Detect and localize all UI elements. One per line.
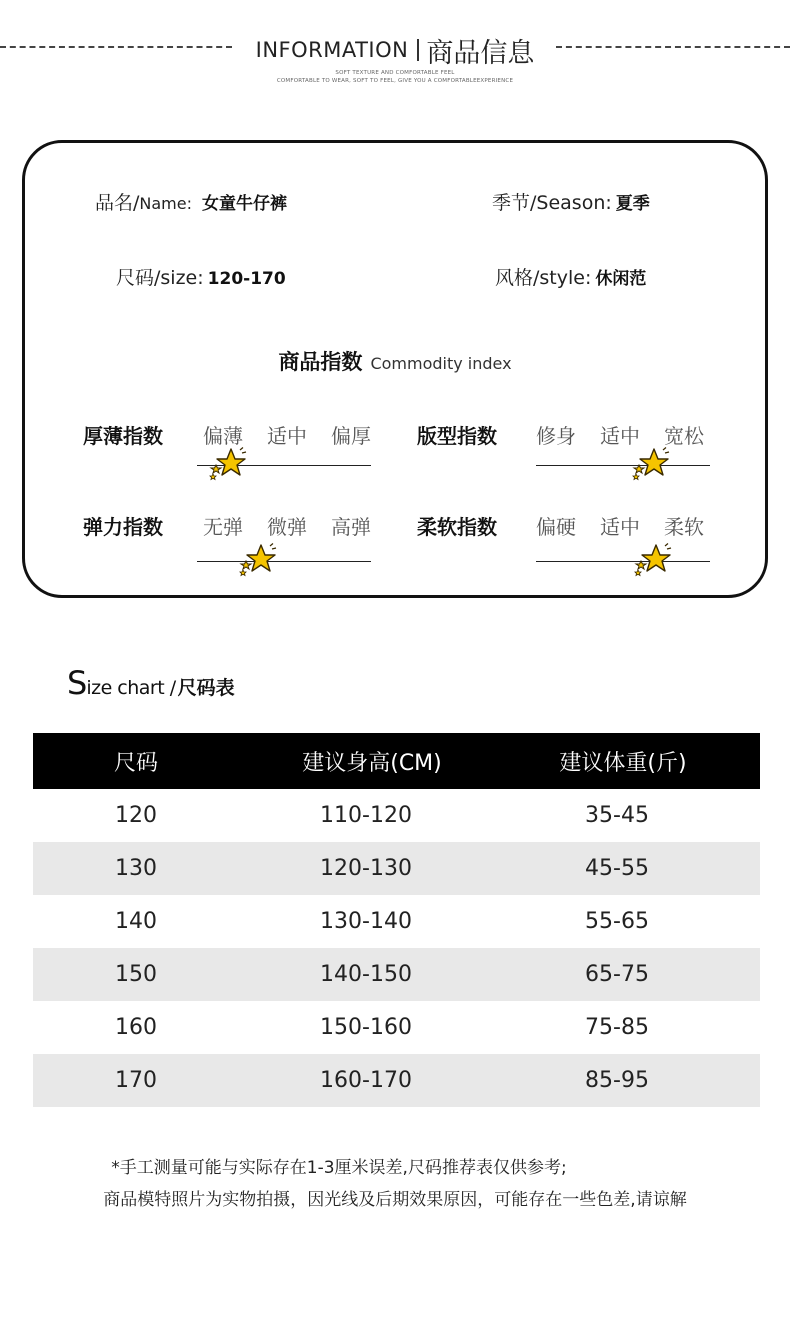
cell-weight: 85-95	[585, 1068, 649, 1093]
index-softness-label: 柔软指数	[417, 515, 497, 539]
index-fit-option-3: 宽松	[664, 424, 704, 448]
index-softness-option-1: 偏硬	[536, 515, 576, 539]
size-chart-title	[67, 664, 235, 702]
index-softness-option-3: 柔软	[664, 515, 704, 539]
header-subtitle-2: COMFORTABLE TO WEAR, SOFT TO FEEL, GIVE YOU A COMFORTABLEEXPERIENCE	[276, 78, 514, 84]
cell-height: 160-170	[320, 1068, 412, 1093]
note-measurement: *手工测量可能与实际存在1-3厘米误差,尺码推荐表仅供参考;	[111, 1158, 567, 1178]
cell-size: 150	[115, 962, 157, 987]
index-softness-scale	[536, 561, 710, 562]
header-title-cn: 商品信息	[426, 37, 535, 69]
index-fit-option-2: 适中	[600, 424, 640, 448]
field-size	[116, 263, 286, 290]
cell-size: 140	[115, 909, 157, 934]
index-thickness-option-3: 偏厚	[331, 424, 371, 448]
header-dash-right	[556, 46, 790, 48]
index-elasticity-label: 弹力指数	[83, 515, 163, 539]
size-chart-title-initial: S	[67, 664, 87, 702]
index-softness-option-2: 适中	[600, 515, 640, 539]
table-row	[33, 842, 760, 895]
table-row	[33, 789, 760, 842]
header-title	[240, 32, 550, 68]
field-name	[95, 188, 287, 215]
cell-size: 120	[115, 803, 157, 828]
cell-height: 130-140	[320, 909, 412, 934]
size-chart-title-text: ize chart /	[86, 677, 176, 699]
cell-height: 120-130	[320, 856, 412, 881]
size-chart-title-cn: 尺码表	[177, 677, 235, 699]
cell-size: 160	[115, 1015, 157, 1040]
index-elasticity-option-1: 无弹	[203, 515, 243, 539]
star-marker-icon	[237, 543, 277, 577]
size-table	[33, 733, 760, 1107]
header-dash-left	[0, 46, 232, 48]
cell-size: 130	[115, 856, 157, 881]
field-season-label: 季节/Season:	[492, 192, 612, 214]
cell-weight: 45-55	[585, 856, 649, 881]
cell-weight: 35-45	[585, 803, 649, 828]
field-name-label: 品名/Name:	[95, 192, 192, 214]
index-fit-scale	[536, 465, 710, 466]
field-name-value: 女童牛仔裤	[202, 194, 287, 214]
table-row	[33, 948, 760, 1001]
table-row	[33, 1001, 760, 1054]
size-table-header	[33, 733, 760, 789]
field-style-value: 休闲范	[595, 269, 647, 289]
header-weight: 建议体重(斤)	[559, 750, 687, 776]
field-size-value: 120-170	[207, 269, 286, 289]
index-elasticity-option-2: 微弹	[267, 515, 307, 539]
index-fit-option-1: 修身	[536, 424, 576, 448]
star-marker-icon	[632, 543, 672, 577]
header-title-en: INFORMATION	[255, 38, 409, 62]
cell-height: 150-160	[320, 1015, 412, 1040]
index-title-en: Commodity index	[370, 354, 512, 373]
field-style	[495, 263, 646, 290]
index-thickness-option-2: 适中	[267, 424, 307, 448]
index-elasticity-option-3: 高弹	[331, 515, 371, 539]
index-title	[0, 346, 790, 376]
cell-weight: 55-65	[585, 909, 649, 934]
index-fit-label: 版型指数	[417, 424, 497, 448]
star-marker-icon	[630, 447, 670, 481]
cell-weight: 65-75	[585, 962, 649, 987]
cell-size: 170	[115, 1068, 157, 1093]
table-row	[33, 1054, 760, 1107]
field-season	[492, 188, 650, 215]
index-title-cn: 商品指数	[278, 350, 363, 374]
header-size: 尺码	[113, 750, 159, 776]
table-row	[33, 895, 760, 948]
header-height: 建议身高(CM)	[302, 750, 442, 776]
note-color-difference: 商品模特照片为实物拍摄，因光线及后期效果原因，可能存在一些色差,请谅解	[103, 1190, 687, 1210]
index-elasticity-scale	[197, 561, 371, 562]
star-marker-icon	[207, 447, 247, 481]
field-style-label: 风格/style:	[495, 267, 592, 289]
header-separator	[417, 39, 419, 61]
index-thickness-label: 厚薄指数	[83, 424, 163, 448]
field-season-value: 夏季	[615, 194, 650, 214]
cell-weight: 75-85	[585, 1015, 649, 1040]
cell-height: 140-150	[320, 962, 412, 987]
cell-height: 110-120	[320, 803, 412, 828]
field-size-label: 尺码/size:	[116, 267, 204, 289]
header-subtitle-1: SOFT TEXTURE AND COMFORTABLE FEEL	[335, 70, 455, 76]
index-thickness-option-1: 偏薄	[203, 424, 243, 448]
